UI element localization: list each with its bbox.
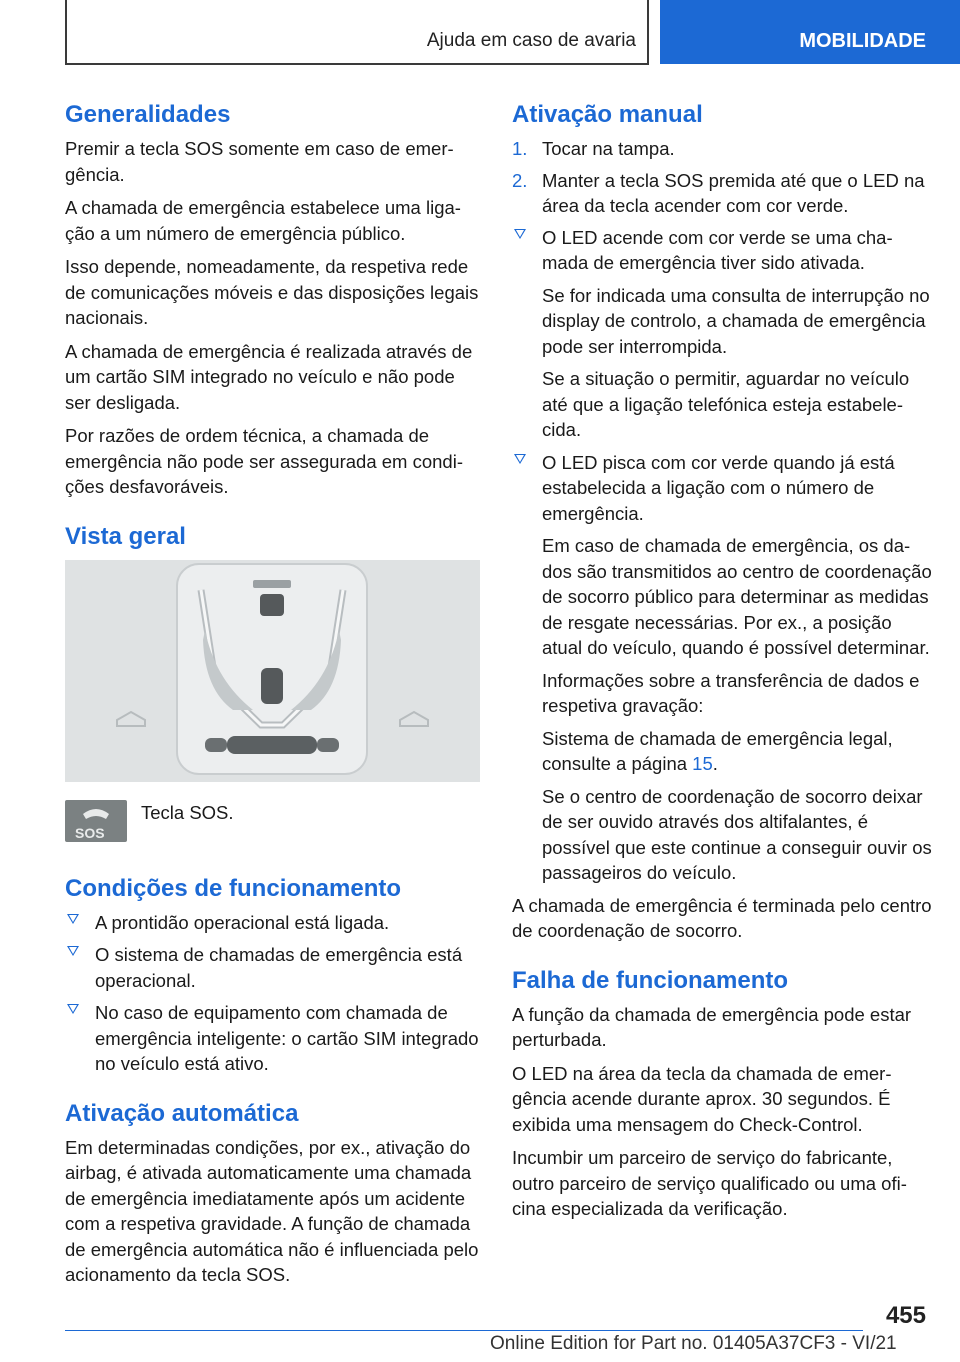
- heading-ativacao-manual: Ativação manual: [512, 101, 703, 128]
- heading-condicoes: Condições de funcionamento: [65, 874, 402, 902]
- paragraph: A chamada de emergência estabelece uma ligação a um número de emergência público.: [65, 197, 461, 244]
- footer-rule: [65, 1330, 863, 1331]
- paragraph: A função da chamada de emergência pode estar perturbada.: [512, 1003, 912, 1050]
- paragraph: Por razões de ordem técnica, a chamada de emergência não pode ser assegurada em condições desfavoráveis.: [65, 425, 464, 497]
- header-rule-mid: [647, 0, 649, 64]
- page-link[interactable]: 15: [692, 753, 713, 774]
- triangle-bullet-icon: [67, 1004, 79, 1014]
- triangle-bullet-icon: [67, 914, 79, 924]
- sos-icon-text: SOS: [75, 824, 105, 841]
- sos-legend: [65, 800, 480, 860]
- paragraph: Em caso de chamada de emergência, os dados são transmitidos ao centro de coordenação de socorro público para determinar as medidas de resgate necessárias. Por ex., a posição atual do veículo, quando é possível determinar.: [542, 535, 932, 658]
- conditions-list: [65, 910, 480, 1077]
- paragraph: Informações sobre a transferência de dados e respetiva gravação:: [542, 669, 920, 716]
- list-item: O LED pisca com cor verde quando já está estabelecida a ligação com o número de emergência.: [512, 450, 932, 527]
- paragraph: Se a situação o permitir, aguardar no veículo até que a ligação telefónica esteja estabelecida.: [542, 368, 910, 440]
- list-item: A prontidão operacional está ligada.: [65, 910, 480, 936]
- console-illustration: [65, 560, 480, 782]
- list-item: No caso de equipamento com chamada de emergência inteligente: o cartão SIM integrado no veículo está ativo.: [65, 1000, 480, 1077]
- triangle-bullet-icon: [67, 946, 79, 956]
- list-item: O LED acende com cor verde se uma chamada de emergência tiver sido ativada.: [512, 225, 932, 276]
- paragraph: O LED na área da tecla da chamada de emergência acende durante aprox. 30 segundos. É exibida uma mensagem do Check-Control.: [512, 1062, 892, 1135]
- step-item: 2. Manter a tecla SOS premida até que o LED na área da tecla acender com cor verde.: [512, 169, 925, 216]
- left-column: [65, 100, 480, 1296]
- page-number: 455: [885, 1302, 926, 1329]
- result-list-1: [512, 225, 932, 276]
- triangle-bullet-icon: [514, 229, 526, 239]
- steps-list: [512, 136, 932, 219]
- section-tab[interactable]: MOBILIDADE: [660, 0, 960, 64]
- paragraph: A chamada de emergência é realizada através de um cartão SIM integrado no veículo e não pode ser desligada.: [65, 340, 473, 413]
- heading-ativacao-automatica: Ativação automática: [65, 1099, 299, 1127]
- paragraph: Premir a tecla SOS somente em caso de emergência.: [65, 138, 454, 185]
- result-list-2: [512, 450, 932, 527]
- chapter-title: Ajuda em caso de avaria: [426, 30, 636, 51]
- paragraph: Em determinadas condições, por ex., ativação do airbag, é ativada automaticamente uma chamada de emergência imediatamente após um acidente com a respetiva gravidade. A função de chamada de emergência automática não é influenciada pelo acionamento da tecla SOS.: [65, 1136, 479, 1285]
- paragraph: Isso depende, nomeadamente, da respetiva rede de comunicações móveis e das disposições legais nacionais.: [65, 256, 479, 328]
- header-rule-left: [65, 0, 67, 64]
- triangle-bullet-icon: [514, 454, 526, 464]
- step-item: 1. Tocar na tampa.: [512, 138, 675, 159]
- sos-caption: Tecla SOS.: [141, 801, 234, 823]
- paragraph: Se for indicada uma consulta de interrupção no display de controlo, a chamada de emergência pode ser interrompida.: [542, 284, 930, 357]
- paragraph: Incumbir um parceiro de serviço do fabricante, outro parceiro de serviço qualificado ou uma oficina especializada da verificação.: [512, 1147, 907, 1219]
- heading-generalidades: Generalidades: [65, 101, 231, 128]
- heading-vista-geral: Vista geral: [65, 522, 186, 550]
- right-column: [512, 100, 932, 1230]
- sos-phone-icon: [65, 800, 127, 842]
- paragraph: A chamada de emergência é terminada pelo centro de coordenação de socorro.: [512, 894, 932, 941]
- paragraph: Sistema de chamada de emergência legal, consulte a página 15.: [542, 727, 893, 774]
- list-item: O sistema de chamadas de emergência está operacional.: [65, 942, 480, 993]
- header-rule-bottom: [65, 63, 649, 65]
- edition-note: Online Edition for Part no. 01405A37CF3 - VI/21: [490, 1333, 897, 1354]
- heading-falha: Falha de funcionamento: [512, 966, 789, 994]
- paragraph: Se o centro de coordenação de socorro deixar de ser ouvido através dos altifalantes, é possível que este continue a conseguir ouvir os passageiros do veículo.: [542, 785, 932, 883]
- overhead-console-photo: [65, 560, 480, 782]
